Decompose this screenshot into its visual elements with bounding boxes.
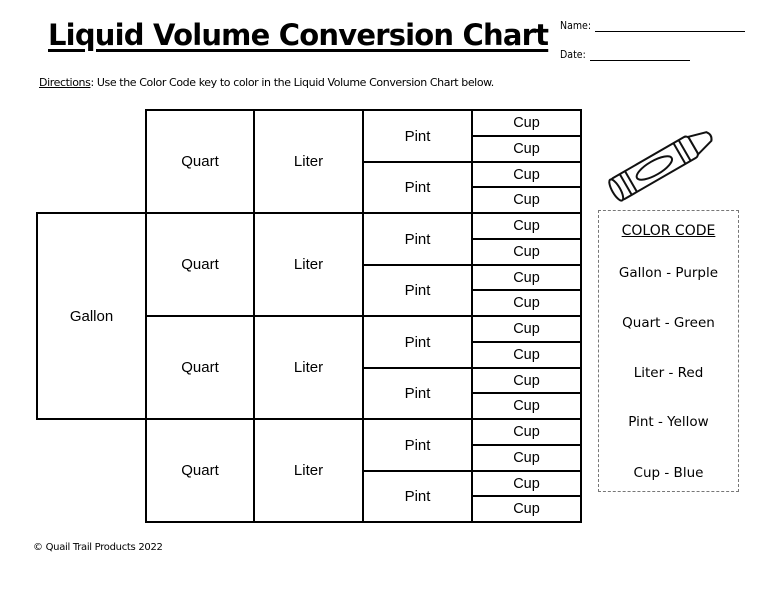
cup-cell[interactable]: Cup [471,264,582,291]
quart-cell[interactable]: Quart [145,212,255,317]
pint-cell[interactable]: Pint [362,315,473,369]
liter-cell[interactable]: Liter [253,418,364,523]
directions [39,76,494,89]
cup-cell[interactable]: Cup [471,315,582,343]
color-code-item: Cup - Blue [633,465,704,481]
cup-cell[interactable]: Cup [471,109,582,137]
pint-cell[interactable]: Pint [362,109,473,163]
pint-cell[interactable]: Pint [362,264,473,317]
directions-label: Directions [39,76,91,89]
color-code-item: Pint - Yellow [628,414,709,430]
cup-cell[interactable]: Cup [471,186,582,214]
cup-cell[interactable]: Cup [471,341,582,369]
pint-cell[interactable]: Pint [362,212,473,266]
pint-cell[interactable]: Pint [362,470,473,523]
color-code-title: COLOR CODE [621,223,716,239]
copyright: © Quail Trail Products 2022 [33,542,163,553]
pint-cell[interactable]: Pint [362,161,473,214]
cup-cell[interactable]: Cup [471,470,582,497]
cup-cell[interactable]: Cup [471,161,582,188]
pint-cell[interactable]: Pint [362,418,473,472]
quart-cell[interactable]: Quart [145,315,255,420]
cup-cell[interactable]: Cup [471,212,582,240]
pint-cell[interactable]: Pint [362,367,473,420]
liter-cell[interactable]: Liter [253,315,364,420]
color-code-item: Liter - Red [633,365,704,381]
cup-cell[interactable]: Cup [471,289,582,317]
directions-text: : Use the Color Code key to color in the Liquid Volume Conversion Chart below. [90,76,494,89]
crayon-icon [598,118,728,208]
cup-cell[interactable]: Cup [471,495,582,523]
page-title: Liquid Volume Conversion Chart [48,18,549,52]
name-field[interactable] [560,20,745,32]
quart-cell[interactable]: Quart [145,418,255,523]
name-label: Name: [560,20,592,32]
liter-cell[interactable]: Liter [253,109,364,214]
date-label: Date: [560,49,586,61]
color-code-key [598,210,739,492]
liter-cell[interactable]: Liter [253,212,364,317]
cup-cell[interactable]: Cup [471,238,582,266]
cup-cell[interactable]: Cup [471,418,582,446]
color-code-item: Quart - Green [622,315,715,331]
cup-cell[interactable]: Cup [471,367,582,394]
gallon-cell[interactable]: Gallon [36,212,147,420]
cup-cell[interactable]: Cup [471,392,582,420]
cup-cell[interactable]: Cup [471,135,582,163]
quart-cell[interactable]: Quart [145,109,255,214]
cup-cell[interactable]: Cup [471,444,582,472]
date-field[interactable] [560,49,690,61]
color-code-item: Gallon - Purple [618,265,719,281]
